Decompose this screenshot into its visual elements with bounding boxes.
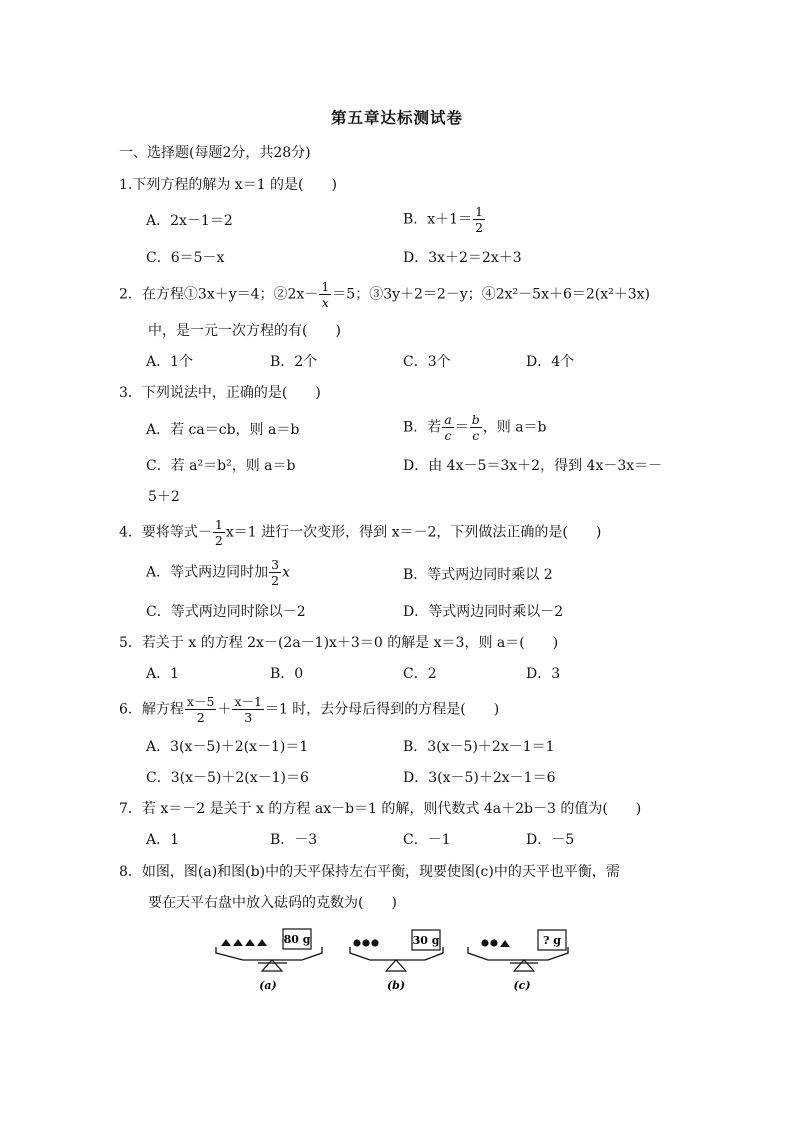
fraction-numerator: 3 [271,557,280,572]
q4-option-d: D．等式两边同时乘以－2 [403,604,564,620]
fraction-denominator: 2 [196,710,205,725]
question-6-stem [119,694,499,725]
q4-text-post: x＝1 进行一次变形，得到 x＝－2，下列做法正确的是( ) [225,524,602,541]
q4-option-b: B．等式两边同时乘以 2 [403,567,553,583]
fraction-denominator: 2 [214,533,223,548]
q5-option-c: C．2 [403,666,437,682]
fraction [473,204,485,235]
q5-option-d: D．3 [526,666,561,682]
fraction [232,694,264,725]
q6-option-b: B．3(x－5)＋2x－1＝1 [403,739,555,755]
q6-option-c: C．3(x－5)＋2(x－1)＝6 [146,770,309,786]
question-1-stem: 1.下列方程的解为 x＝1 的是( ) [119,177,337,193]
q4-option-c: C．等式两边同时除以－2 [146,604,306,620]
q2-option-a: A．1个 [146,354,194,370]
q4-option-a-pre: A．等式两边同时加 [146,564,269,581]
fraction-numerator: a [444,412,452,427]
q1-option-b-text: B．x＋1＝ [403,211,473,228]
question-8-line1: 8．如图，图(a)和图(b)中的天平保持左右平衡，现要使图(c)中的天平也平衡，需 [119,864,620,880]
q3-option-b-pre: B．若 [403,419,442,436]
q3-option-d-continued: 5＋2 [148,489,180,505]
q2-option-c: C．3个 [403,354,451,370]
weight-a: 80 g [283,933,311,946]
q5-option-a: A．1 [146,666,180,682]
fraction-numerator: b [471,412,480,427]
question-5-stem: 5．若关于 x 的方程 2x－(2a－1)x＋3＝0 的解是 x＝3，则 a＝( ) [119,635,559,651]
balance-figure-c [468,930,568,992]
question-2-line2: 中，是一元一次方程的有( ) [148,323,341,339]
q5-option-b: B．0 [270,666,304,682]
fraction-denominator: x [321,295,329,310]
fraction-numerator: 1 [475,204,484,219]
question-4-stem [119,517,601,548]
figure-label-a: (a) [259,979,277,992]
q6-option-a: A．3(x－5)＋2(x－1)＝1 [146,739,309,755]
q2-text-post: ＝5；③3y＋2＝2－y；④2x²－5x＋6＝2(x²＋3x) [332,286,651,303]
balance-figures [0,922,794,1002]
q3-option-d: D．由 4x－5＝3x＋2，得到 4x－3x＝－ [403,458,663,474]
fraction [269,557,281,588]
fraction-denominator: 2 [271,573,280,588]
q6-text-pre: 6．解方程 [119,701,184,718]
plus-sign: ＋ [217,701,232,718]
q7-option-a: A．1 [146,832,180,848]
equals-sign: ＝ [454,419,469,436]
fraction-numerator: 1 [214,517,223,532]
q1-option-b [403,204,486,235]
q4-option-a-var: x [282,564,290,581]
balance-figure-a [216,929,322,992]
q1-option-a: A．2x－1＝2 [146,213,233,229]
fraction [213,517,225,548]
fraction-denominator: c [444,428,452,443]
q7-option-c: C．－1 [403,832,451,848]
q4-text-pre: 4．要将等式－ [119,524,212,541]
q1-option-c: C．6＝5－x [146,250,225,266]
question-3-stem: 3．下列说法中，正确的是( ) [119,385,321,401]
question-8-line2: 要在天平右盘中放入砝码的克数为( ) [148,895,397,911]
fraction-numerator: x－5 [186,694,215,709]
fraction [319,279,331,310]
q6-text-post: ＝1 时，去分母后得到的方程是( ) [264,701,500,718]
fraction-denominator: 2 [475,220,484,235]
fraction [442,412,453,443]
fraction [185,694,217,725]
q3-option-c: C．若 a²＝b²，则 a＝b [146,458,296,474]
section-heading: 一、选择题(每题2分，共28分) [119,145,311,161]
figure-label-c: (c) [513,979,531,992]
figure-label-b: (b) [386,979,406,992]
weight-c: ? g [543,934,561,947]
balance-figure-b [350,930,443,992]
q3-option-a: A．若 ca＝cb，则 a＝b [146,422,300,438]
fraction-denominator: c [472,428,480,443]
q7-option-d: D．－5 [526,832,575,848]
fraction-denominator: 3 [244,710,253,725]
q3-option-b [403,412,547,443]
q4-option-a [146,557,290,588]
fraction [470,412,482,443]
q2-text-pre: 2．在方程①3x＋y＝4；②2x－ [119,286,319,303]
q2-option-d: D．4个 [526,354,575,370]
q1-option-d: D．3x＋2＝2x＋3 [403,250,522,266]
weight-b: 30 g [412,934,440,947]
fraction-numerator: 1 [321,279,330,294]
question-2-stem [119,279,650,310]
q6-option-d: D．3(x－5)＋2x－1＝6 [403,770,556,786]
q3-option-b-post: ，则 a＝b [482,419,547,436]
page-title: 第五章达标测试卷 [330,108,463,127]
q7-option-b: B．－3 [270,832,318,848]
question-7-stem: 7．若 x＝－2 是关于 x 的方程 ax－b＝1 的解，则代数式 4a＋2b－3 的值为( ) [119,801,642,817]
q2-option-b: B．2个 [270,354,318,370]
fraction-numerator: x－1 [234,694,262,709]
